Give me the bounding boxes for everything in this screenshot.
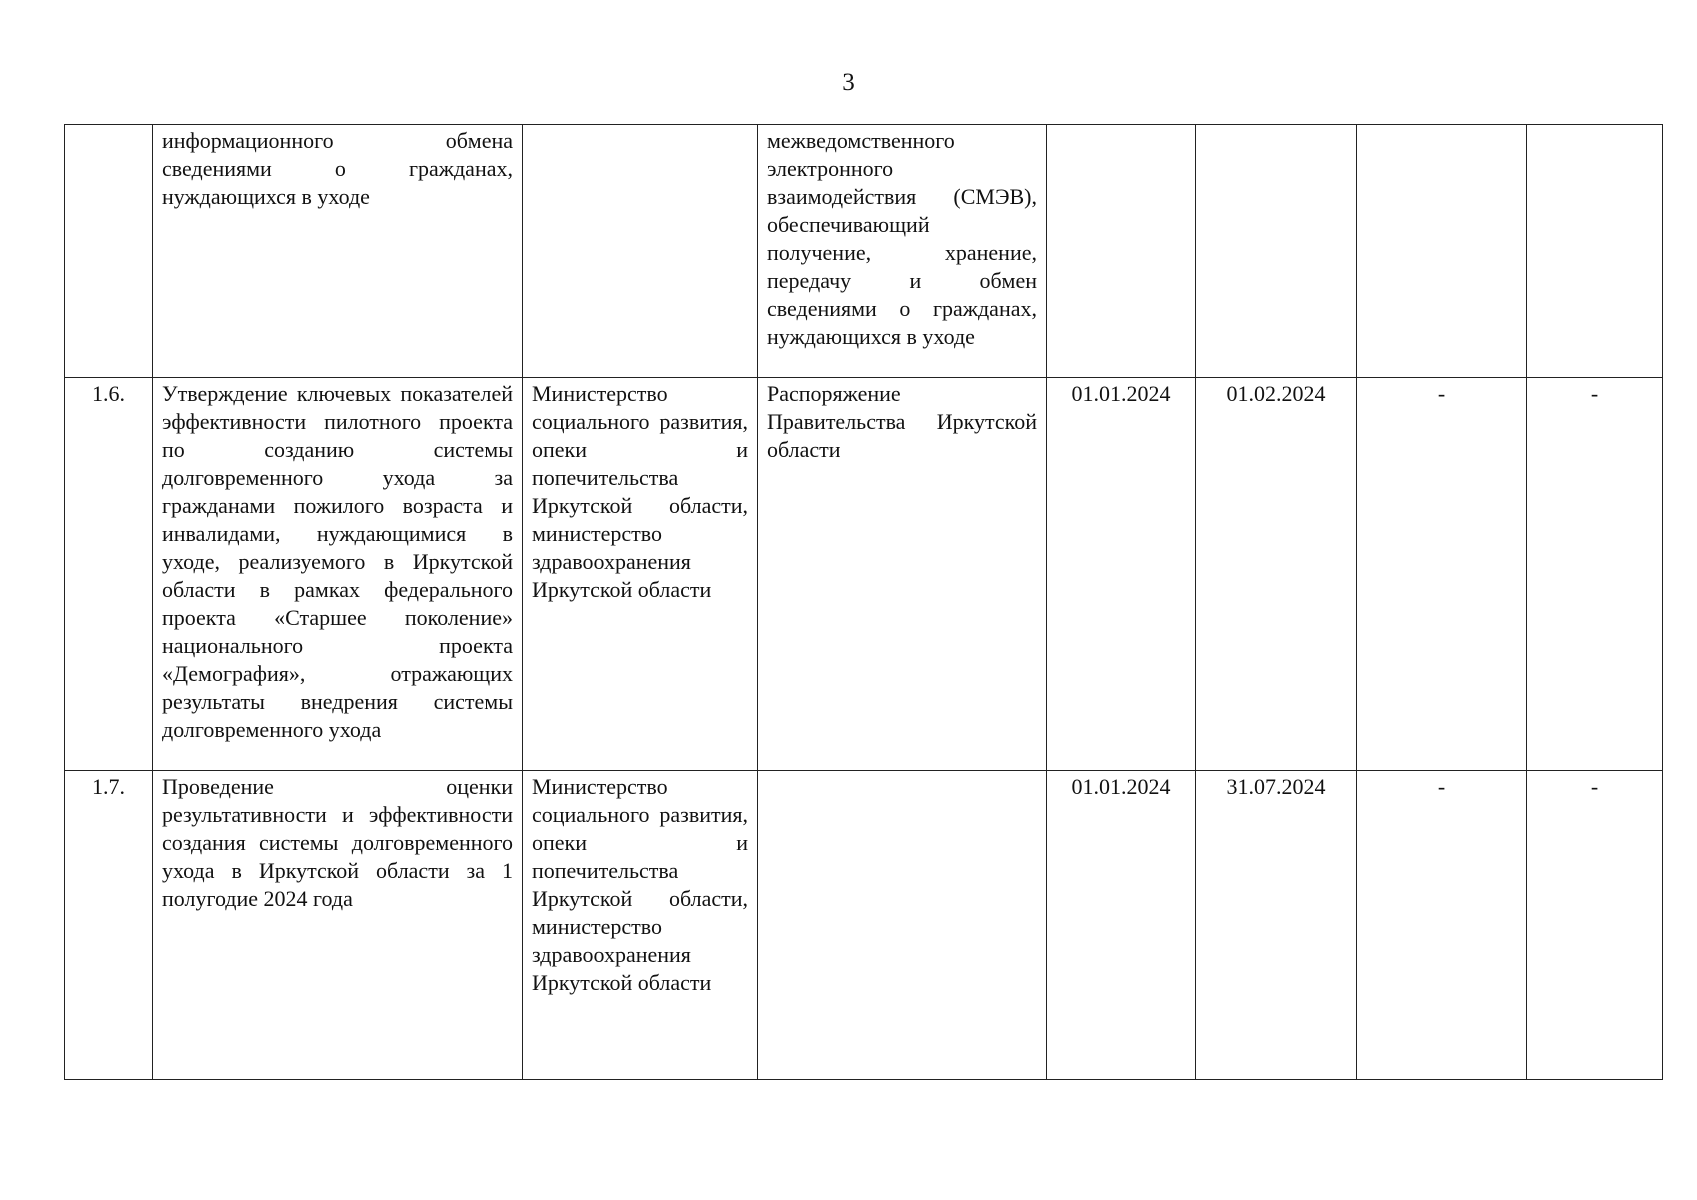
start-date-cell: 01.01.2024: [1047, 378, 1196, 771]
column-7-cell: -: [1357, 771, 1527, 1080]
row-number: [65, 125, 153, 378]
activity-table: [64, 124, 1663, 1080]
end-date-cell: 31.07.2024: [1196, 771, 1357, 1080]
activity-cell: Проведение оценки результативности и эффективности создания системы долговременного ухода в Иркутской области за 1 полугодие 2024 года: [153, 771, 523, 1080]
start-date-cell: [1047, 125, 1196, 378]
end-date-cell: [1196, 125, 1357, 378]
column-7-cell: -: [1357, 378, 1527, 771]
responsible-cell: [523, 125, 758, 378]
column-8-cell: [1527, 125, 1663, 378]
end-date-cell: 01.02.2024: [1196, 378, 1357, 771]
responsible-cell: Министерство социального развития, опеки и попечительства Иркутской области, министерство здравоохранения Иркутской области: [523, 771, 758, 1080]
table-row: [65, 378, 1663, 771]
page-number: 3: [842, 69, 855, 96]
activity-cell: информационного обмена сведениями о гражданах, нуждающихся в уходе: [153, 125, 523, 378]
column-8-cell: -: [1527, 771, 1663, 1080]
document-cell: [758, 771, 1047, 1080]
document-cell: Распоряжение Правительства Иркутской области: [758, 378, 1047, 771]
responsible-cell: Министерство социального развития, опеки и попечительства Иркутской области, министерство здравоохранения Иркутской области: [523, 378, 758, 771]
table-row: [65, 125, 1663, 378]
column-7-cell: [1357, 125, 1527, 378]
start-date-cell: 01.01.2024: [1047, 771, 1196, 1080]
column-8-cell: -: [1527, 378, 1663, 771]
activity-cell: Утверждение ключевых показателей эффективности пилотного проекта по созданию системы долговременного ухода за гражданами пожилого возраста и инвалидами, нуждающимися в уходе, реализуемого в Иркутской области в рамках федерального проекта «Старшее поколение» национального проекта «Демография», отражающих результаты внедрения системы долговременного ухода: [153, 378, 523, 771]
table-row: [65, 771, 1663, 1080]
document-cell: межведомственного электронного взаимодействия (СМЭВ), обеспечивающий получение, хранение, передачу и обмен сведениями о гражданах, нуждающихся в уходе: [758, 125, 1047, 378]
row-number: 1.6.: [65, 378, 153, 771]
row-number: 1.7.: [65, 771, 153, 1080]
